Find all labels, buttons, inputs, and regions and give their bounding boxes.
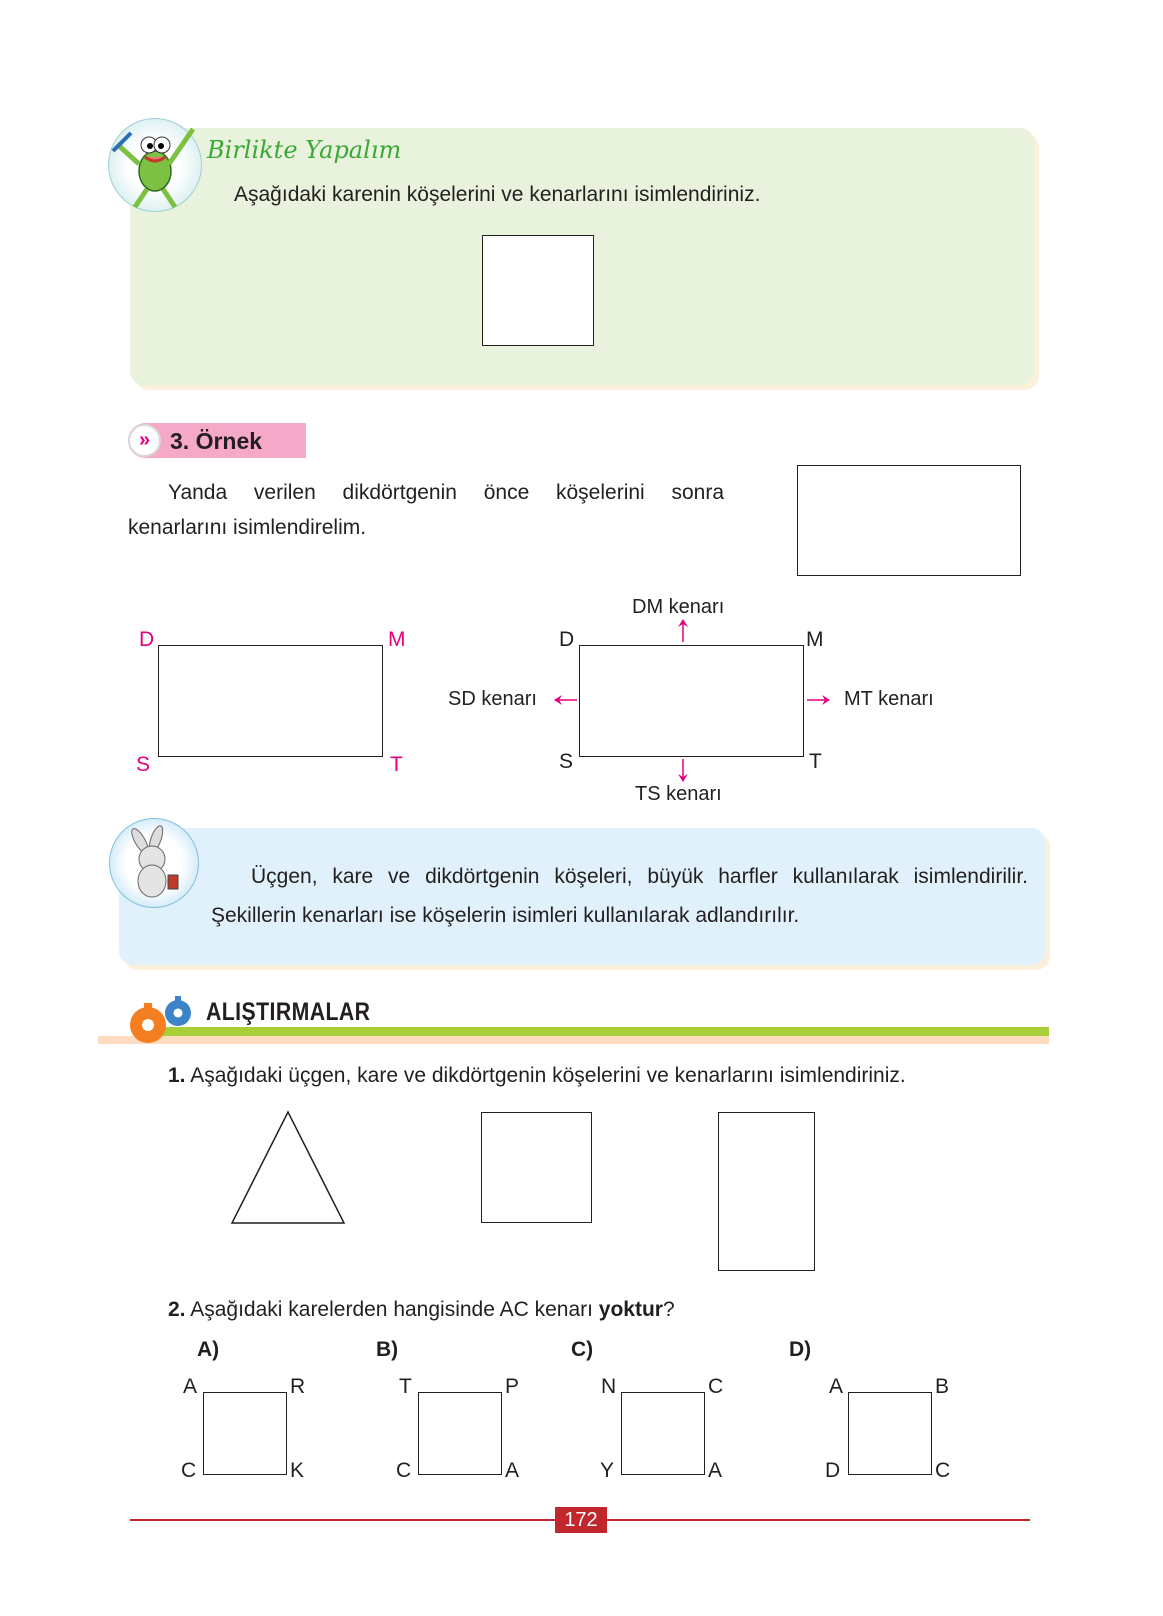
rectangle-dmts-left	[158, 645, 383, 757]
question-1	[168, 1064, 906, 1088]
edge-label-dm: DM kenarı	[632, 596, 725, 618]
exercises-bar-green	[160, 1027, 1049, 1036]
edge-label-ts: TS kenarı	[635, 783, 722, 805]
vertex-label-s: S	[136, 753, 151, 776]
arrow-up-icon	[676, 618, 690, 642]
vertex-label: T	[399, 1375, 412, 1398]
question-text: Aşağıdaki üçgen, kare ve dikdörtgenin köşelerini ve kenarlarını isimlendiriniz.	[190, 1064, 906, 1087]
page-number: 172	[555, 1507, 607, 1533]
option-c[interactable]	[571, 1338, 728, 1488]
vertex-label: K	[290, 1459, 305, 1482]
vertex-label: C	[181, 1459, 197, 1482]
question-2	[168, 1298, 675, 1322]
option-label: C)	[571, 1338, 594, 1361]
option-a[interactable]	[180, 1338, 310, 1488]
vertex-label-s: S	[559, 750, 574, 773]
option-d[interactable]	[789, 1338, 955, 1488]
question-text-bold: yoktur	[598, 1298, 663, 1321]
vertex-label: C	[935, 1459, 951, 1482]
rectangle-figure	[797, 465, 1021, 576]
edge-label-sd: SD kenarı	[448, 688, 537, 710]
vertex-label: A	[183, 1375, 198, 1398]
option-square	[418, 1392, 502, 1475]
gears-icon	[124, 993, 196, 1047]
arrow-left-icon	[553, 693, 577, 707]
exercises-heading: ALIŞTIRMALAR	[206, 998, 371, 1026]
double-chevron-icon: »	[128, 424, 161, 457]
rabbit-mascot-icon	[109, 818, 199, 908]
square-figure	[482, 235, 594, 346]
exercises-bar-peach	[98, 1036, 1049, 1044]
arrow-down-icon	[676, 759, 690, 783]
rectangle-dmts-right	[579, 645, 804, 757]
option-square	[203, 1392, 287, 1475]
option-b[interactable]	[376, 1338, 525, 1488]
vertex-label: C	[396, 1459, 412, 1482]
edge-label-mt: MT kenarı	[844, 688, 934, 710]
triangle-figure	[230, 1110, 346, 1226]
option-label: B)	[376, 1338, 399, 1361]
question-number: 2.	[168, 1298, 186, 1321]
arrow-right-icon	[807, 693, 831, 707]
vertex-label: A	[505, 1459, 520, 1482]
question-number: 1.	[168, 1064, 186, 1087]
vertex-label-m: M	[388, 628, 406, 651]
together-instruction: Aşağıdaki karenin köşelerini ve kenarlarını isimlendiriniz.	[234, 183, 761, 206]
vertex-label-t: T	[809, 750, 822, 773]
vertex-label: R	[290, 1375, 306, 1398]
frog-mascot-icon	[108, 118, 202, 212]
option-square	[848, 1392, 932, 1475]
vertex-label: N	[601, 1375, 617, 1398]
option-square	[621, 1392, 705, 1475]
example-text: Yanda verilen dikdörtgenin önce köşelerini sonra kenarlarını isimlendirelim.	[128, 481, 724, 539]
info-text: Üçgen, kare ve dikdörtgenin köşeleri, büyük harfler kullanılarak isimlendirilir. Şekillerin kenarları ise köşelerin isimleri kullanılarak adlandırılır.	[211, 865, 1028, 927]
vertex-label-t: T	[390, 753, 403, 776]
option-label: A)	[197, 1338, 220, 1361]
tall-rectangle-figure	[718, 1112, 815, 1271]
vertex-label-m: M	[806, 628, 824, 651]
vertex-label: Y	[600, 1459, 615, 1482]
vertex-label: C	[708, 1375, 724, 1398]
vertex-label-d: D	[559, 628, 575, 651]
vertex-label: D	[825, 1459, 841, 1482]
question-text-end: ?	[662, 1298, 675, 1321]
together-title: Birlikte Yapalım	[207, 136, 402, 164]
example-badge-label: 3. Örnek	[170, 428, 263, 454]
vertex-label: B	[935, 1375, 950, 1398]
square-figure	[481, 1112, 592, 1223]
vertex-label: P	[505, 1375, 520, 1398]
option-label: D)	[789, 1338, 812, 1361]
vertex-label: A	[829, 1375, 844, 1398]
vertex-label: A	[708, 1459, 723, 1482]
vertex-label-d: D	[139, 628, 155, 651]
question-text: Aşağıdaki karelerden hangisinde AC kenarı	[190, 1298, 599, 1321]
